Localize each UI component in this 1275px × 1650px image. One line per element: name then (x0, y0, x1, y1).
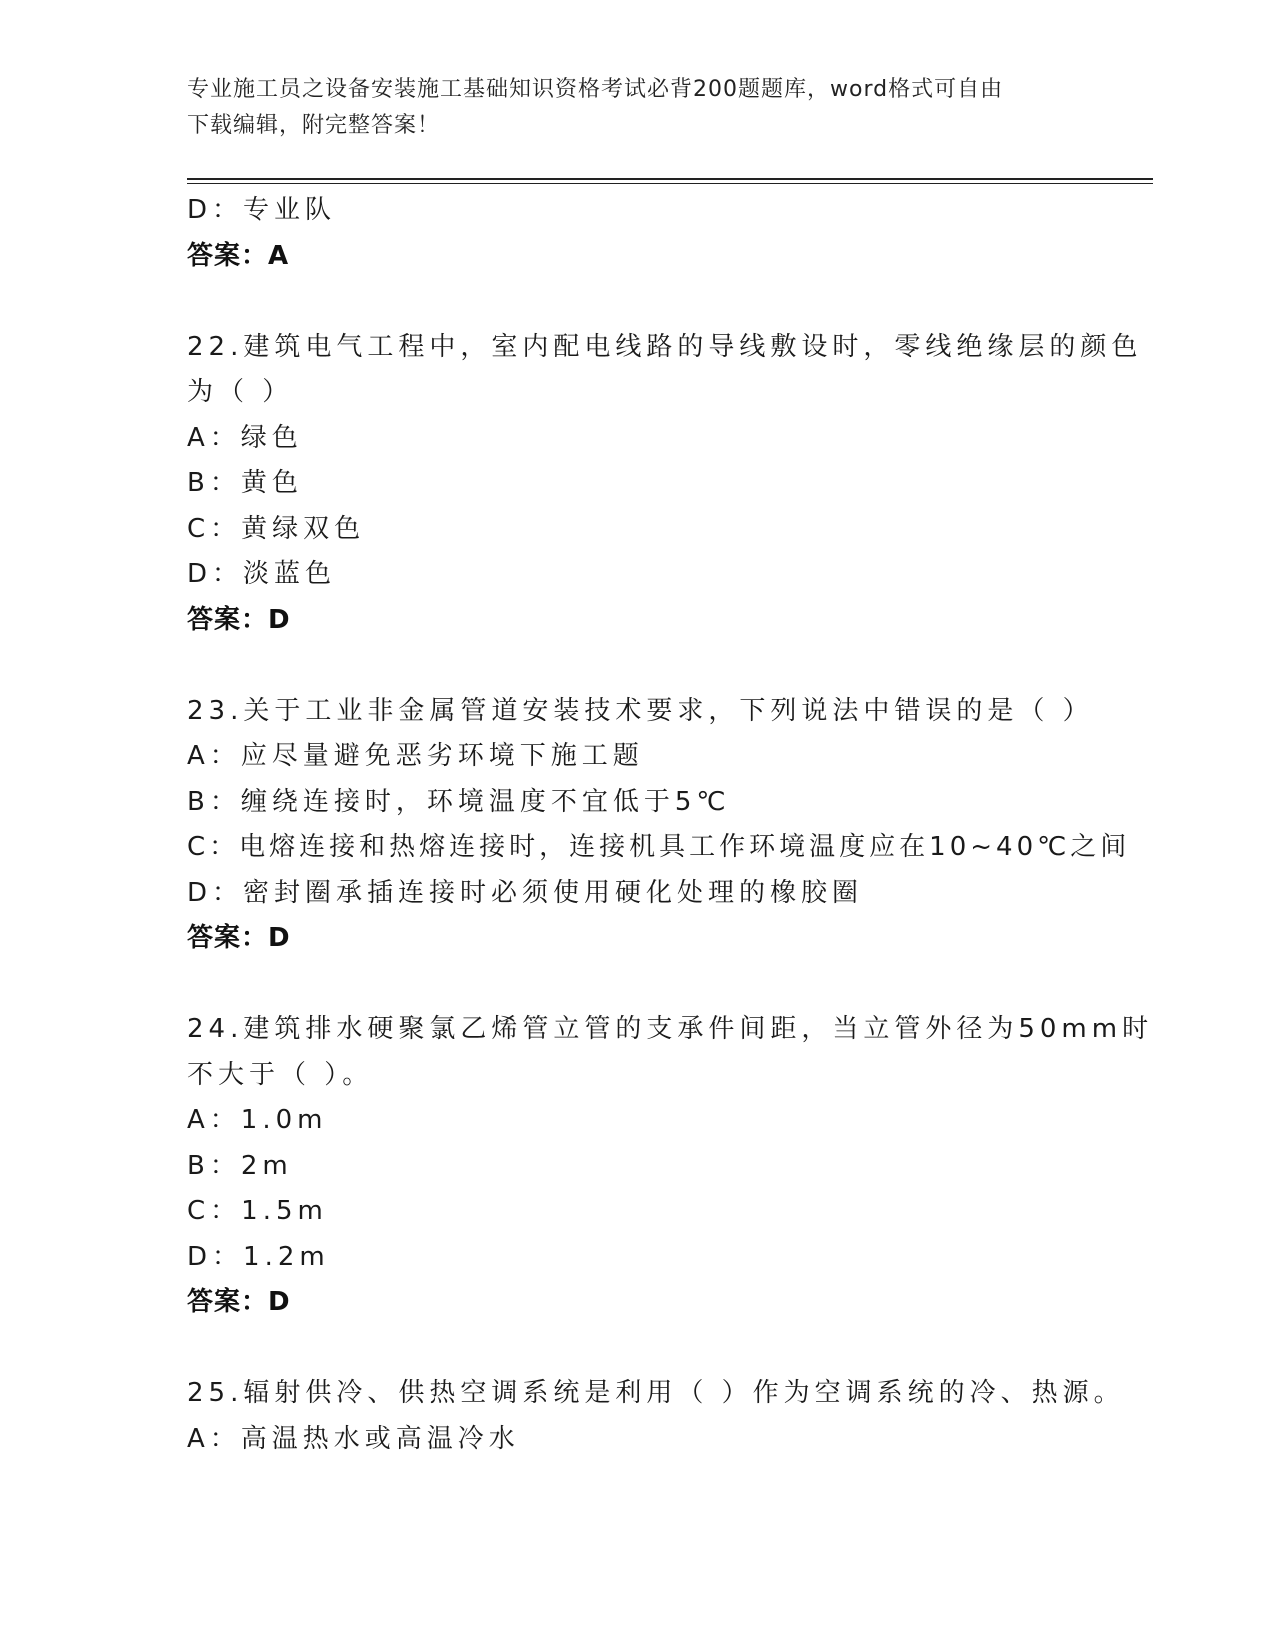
spacer (187, 643, 1087, 689)
q24-option-b: B：2m (187, 1150, 293, 1181)
spacer (187, 1326, 1087, 1372)
q23-answer: 答案：D (187, 923, 291, 953)
q24-option-c: C：1.5m (187, 1196, 328, 1226)
q21-answer: 答案：A (187, 240, 290, 271)
header-divider-thin (187, 183, 1153, 184)
q23-stem-line1: 23.关于工业非金属管道安装技术要求，下列说法中错误的是（ ） (187, 695, 1094, 726)
q21-option-d: D：专业队 (187, 195, 337, 225)
q25-stem-line1: 25.辐射供冷、供热空调系统是利用（ ）作为空调系统的冷、热源。 (187, 1378, 1125, 1408)
q23-option-a: A：应尽量避免恶劣环境下施工题 (187, 741, 644, 771)
q24-stem-line1: 24.建筑排水硬聚氯乙烯管立管的支承件间距，当立管外径为50mm时 (187, 1014, 1154, 1044)
q23-option-d: D：密封圈承插连接时必须使用硬化处理的橡胶圈 (187, 877, 864, 908)
q24-option-a: A：1.0m (187, 1105, 328, 1135)
q23-option-b: B：缠绕连接时，环境温度不宜低于5℃ (187, 786, 731, 817)
question-22 (187, 325, 1143, 644)
question-21 (187, 188, 1087, 279)
q24-answer: 答案：D (187, 1287, 291, 1317)
header-title-line1: 专业施工员之设备安装施工基础知识资格考试必背200题题库，word格式可自由 (187, 77, 1004, 102)
page-header (187, 72, 1087, 144)
q23-option-c: C：电熔连接和热熔连接时，连接机具工作环境温度应在10~40℃之间 (187, 832, 1131, 862)
header-divider-thick (187, 178, 1153, 180)
q22-stem-line1: 22.建筑电气工程中，室内配电线路的导线敷设时，零线绝缘层的颜色 (187, 331, 1143, 362)
spacer (187, 279, 1087, 325)
q22-stem-line2: 为（ ） (187, 377, 294, 407)
q22-option-a: A：绿色 (187, 422, 303, 453)
q24-stem-line2: 不大于（ ）。 (187, 1059, 374, 1090)
spacer (187, 962, 1087, 1008)
q22-option-c: C：黄绿双色 (187, 513, 366, 544)
q22-answer: 答案：D (187, 604, 291, 635)
question-content (187, 188, 1154, 1462)
header-title-line2: 下载编辑，附完整答案！ (187, 113, 441, 138)
q25-option-a: A：高温热水或高温冷水 (187, 1423, 520, 1454)
q24-option-d: D：1.2m (187, 1241, 330, 1272)
question-23 (187, 689, 1131, 962)
q22-option-d: D：淡蓝色 (187, 559, 337, 589)
q22-option-b: B：黄色 (187, 468, 303, 498)
question-24 (187, 1007, 1154, 1326)
question-25 (187, 1371, 1125, 1462)
